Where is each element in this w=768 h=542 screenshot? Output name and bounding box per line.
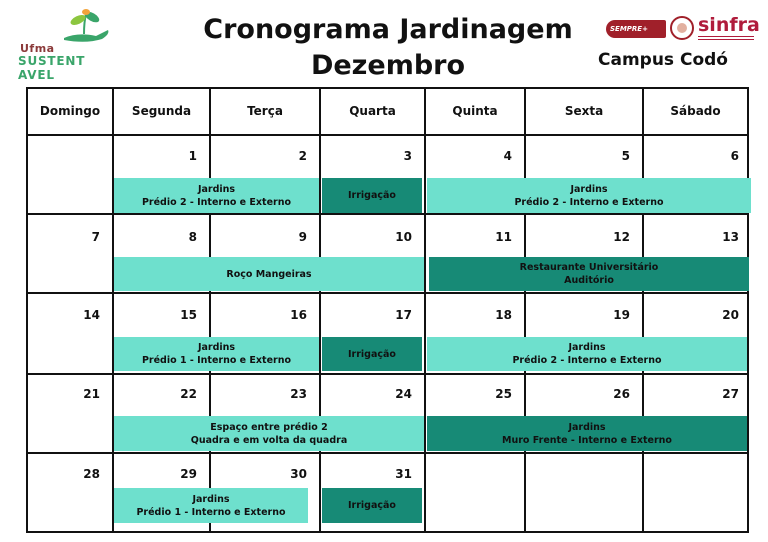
event-title: Irrigação bbox=[348, 190, 396, 201]
event-title: Jardins bbox=[568, 421, 606, 433]
sempre-badge: SEMPRE+ bbox=[606, 20, 666, 38]
day-number: 20 bbox=[722, 308, 739, 322]
day-number: 28 bbox=[83, 467, 100, 481]
event-title: Jardins bbox=[570, 183, 608, 195]
weekday-header-quarta: Quarta bbox=[349, 104, 396, 118]
day-number: 23 bbox=[290, 387, 307, 401]
day-number: 14 bbox=[83, 308, 100, 322]
event-detail: Prédio 2 - Interno e Externo bbox=[141, 196, 292, 208]
event-jardins-predio2[interactable] bbox=[114, 178, 319, 213]
event-espaco-quadra[interactable] bbox=[114, 416, 424, 451]
day-number: 12 bbox=[613, 230, 630, 244]
event-detail: Prédio 2 - Interno e Externo bbox=[512, 355, 662, 366]
day-number: 21 bbox=[83, 387, 100, 401]
day-number: 10 bbox=[395, 230, 412, 244]
day-number: 26 bbox=[613, 387, 630, 401]
sinfra-logo bbox=[606, 14, 760, 48]
day-number: 4 bbox=[503, 149, 512, 163]
campus-label: Campus Codó bbox=[598, 50, 728, 70]
event-title: Jardins bbox=[197, 342, 236, 353]
day-number: 5 bbox=[621, 149, 630, 163]
day-number: 3 bbox=[403, 149, 412, 163]
page-title: Cronograma Jardinagem bbox=[203, 14, 573, 45]
event-detail: Quadra e em volta da quadra bbox=[190, 434, 348, 446]
weekday-header-sexta: Sexta bbox=[564, 104, 604, 118]
day-number: 15 bbox=[180, 308, 197, 322]
day-number: 1 bbox=[188, 149, 197, 163]
grid-line bbox=[28, 213, 747, 215]
grid-line bbox=[28, 134, 747, 136]
event-jardins-muro-frente[interactable] bbox=[427, 416, 747, 451]
grid-line bbox=[28, 292, 747, 294]
weekday-header-sabado: Sábado bbox=[670, 104, 721, 118]
day-number: 17 bbox=[395, 308, 412, 322]
page-subtitle-month: Dezembro bbox=[310, 50, 466, 81]
calendar-grid bbox=[26, 87, 749, 533]
weekday-header-domingo: Domingo bbox=[39, 104, 101, 118]
day-number: 8 bbox=[188, 230, 197, 244]
event-detail: Prédio 2 - Interno e Externo bbox=[514, 196, 664, 208]
event-jardins-predio1[interactable] bbox=[114, 488, 308, 523]
event-title: Jardins bbox=[568, 342, 606, 353]
day-number: 22 bbox=[180, 387, 197, 401]
day-number: 19 bbox=[613, 308, 630, 322]
day-number: 18 bbox=[495, 308, 512, 322]
sinfra-wordmark: sinfra bbox=[698, 14, 760, 36]
day-number: 13 bbox=[722, 230, 739, 244]
day-number: 9 bbox=[298, 230, 307, 244]
event-irrigacao[interactable] bbox=[322, 178, 422, 213]
day-number: 11 bbox=[495, 230, 512, 244]
day-number: 29 bbox=[180, 467, 197, 481]
day-number: 27 bbox=[722, 387, 739, 401]
weekday-header-terca: Terça bbox=[247, 104, 283, 118]
event-roco-mangeiras[interactable] bbox=[114, 257, 424, 291]
event-title: Irrigação bbox=[348, 500, 396, 511]
event-detail: Prédio 1 - Interno e Externo bbox=[141, 355, 292, 366]
event-title: Jardins bbox=[197, 183, 236, 195]
event-title: Espaço entre prédio 2 bbox=[210, 421, 328, 433]
day-number: 2 bbox=[298, 149, 307, 163]
event-title: Roço Mangeiras bbox=[226, 268, 312, 280]
event-title: Jardins bbox=[192, 493, 230, 505]
day-number: 24 bbox=[395, 387, 412, 401]
grid-line bbox=[28, 452, 747, 454]
day-number: 6 bbox=[730, 149, 739, 163]
event-jardins-predio2[interactable] bbox=[427, 337, 747, 371]
grid-line bbox=[28, 373, 747, 375]
logo-line-1: Ufma bbox=[20, 42, 55, 55]
university-seal-icon bbox=[670, 16, 694, 40]
day-number: 16 bbox=[290, 308, 307, 322]
sinfra-underline bbox=[698, 36, 754, 42]
logo-line-2: SUSTENT AVEL bbox=[18, 54, 86, 82]
day-number: 31 bbox=[395, 467, 412, 481]
event-irrigacao[interactable] bbox=[322, 337, 422, 371]
event-jardins-predio1[interactable] bbox=[114, 337, 319, 371]
weekday-header-segunda: Segunda bbox=[131, 104, 192, 118]
event-detail: Prédio 1 - Interno e Externo bbox=[136, 506, 286, 518]
event-title: Restaurante Universitário bbox=[519, 262, 659, 273]
event-title: Irrigação bbox=[348, 348, 396, 360]
event-irrigacao[interactable] bbox=[322, 488, 422, 523]
day-number: 25 bbox=[495, 387, 512, 401]
event-jardins-predio2[interactable] bbox=[427, 178, 751, 213]
weekday-header-quinta: Quinta bbox=[452, 104, 498, 118]
event-detail: Auditório bbox=[564, 275, 614, 286]
day-number: 30 bbox=[290, 467, 307, 481]
event-restaurante-auditorio[interactable] bbox=[429, 257, 749, 291]
day-number: 7 bbox=[91, 230, 100, 244]
event-detail: Muro Frente - Interno e Externo bbox=[502, 434, 672, 446]
